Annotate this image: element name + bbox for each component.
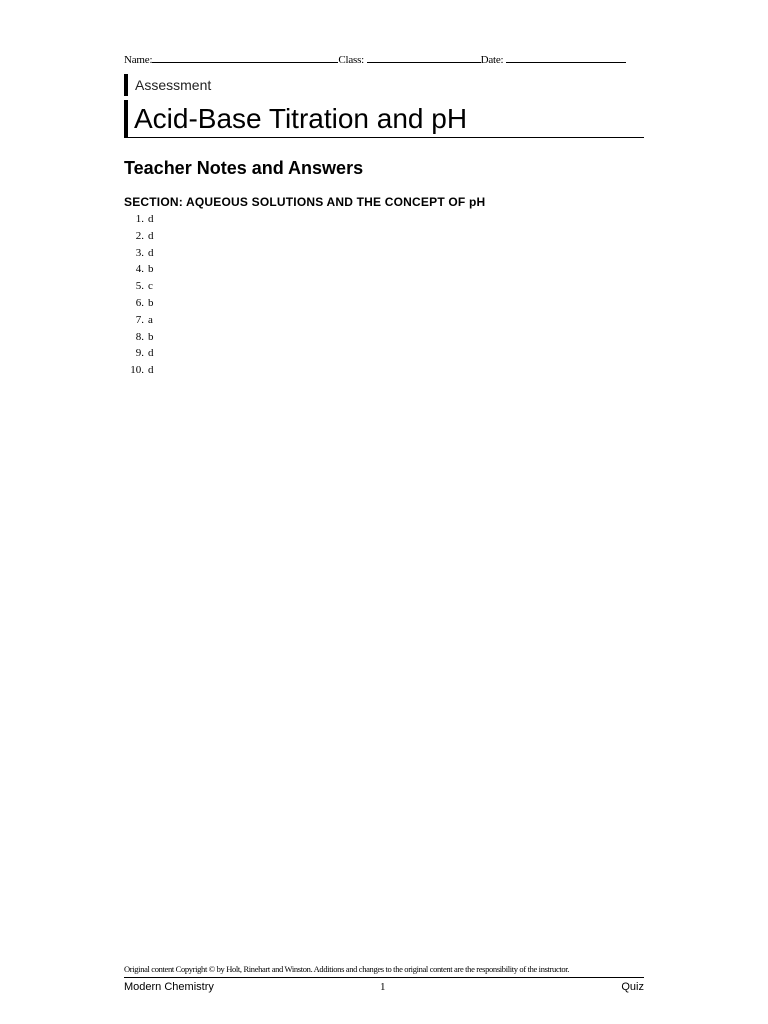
answer-number: 5.: [135, 280, 144, 293]
page-footer: [124, 977, 644, 994]
answer-value: d: [148, 213, 154, 225]
answer-item: [124, 312, 154, 329]
copyright-notice: Original content Copyright © by Holt, Rinehart and Winston. Additions and changes to the original content are the responsibility of the instructor.: [124, 964, 570, 974]
answer-value: d: [148, 364, 154, 377]
answer-number: 2.: [135, 229, 144, 242]
answer-item: [124, 295, 154, 312]
answer-number: 6.: [135, 296, 144, 309]
name-label: Name:: [124, 54, 153, 66]
answer-value: b: [148, 296, 154, 309]
assessment-label: Assessment: [124, 74, 211, 96]
answer-value: d: [148, 229, 154, 242]
footer-book-title: Modern Chemistry: [124, 981, 214, 993]
answer-item: [124, 245, 154, 262]
answer-number: 4.: [135, 263, 144, 276]
date-label: Date:: [480, 54, 504, 66]
answer-item: [124, 345, 154, 362]
answer-item: [124, 228, 154, 245]
answer-value: b: [148, 330, 154, 343]
answer-item: [124, 278, 154, 295]
answer-value: a: [148, 313, 153, 326]
page-title: Acid-Base Titration and pH: [134, 103, 468, 134]
class-label: Class:: [338, 54, 365, 66]
answer-list: [124, 211, 154, 379]
class-blank: [367, 52, 481, 63]
answer-value: c: [148, 280, 153, 293]
answer-item: [124, 261, 154, 278]
page-subtitle: Teacher Notes and Answers: [124, 158, 364, 178]
title-block: [124, 100, 644, 138]
answer-number: 8.: [135, 330, 144, 343]
answer-value: b: [148, 263, 154, 276]
name-blank: [152, 52, 338, 63]
answer-item: [124, 211, 154, 228]
answer-item: [124, 329, 154, 346]
answer-number: 1.: [135, 213, 144, 225]
date-blank: [506, 52, 626, 63]
answer-number: 3.: [135, 246, 144, 259]
answer-value: d: [148, 347, 154, 360]
answer-value: d: [148, 246, 154, 259]
student-info-line: [124, 52, 644, 67]
answer-number: 10.: [130, 364, 144, 377]
section-heading: SECTION: AQUEOUS SOLUTIONS AND THE CONCEPT OF pH: [124, 195, 486, 209]
title-accent-bar: [124, 100, 128, 137]
footer-page-number: 1: [380, 981, 386, 993]
answer-item: [124, 362, 154, 379]
footer-doc-type: Quiz: [621, 981, 644, 993]
answer-number: 9.: [135, 347, 144, 360]
answer-number: 7.: [135, 313, 144, 326]
